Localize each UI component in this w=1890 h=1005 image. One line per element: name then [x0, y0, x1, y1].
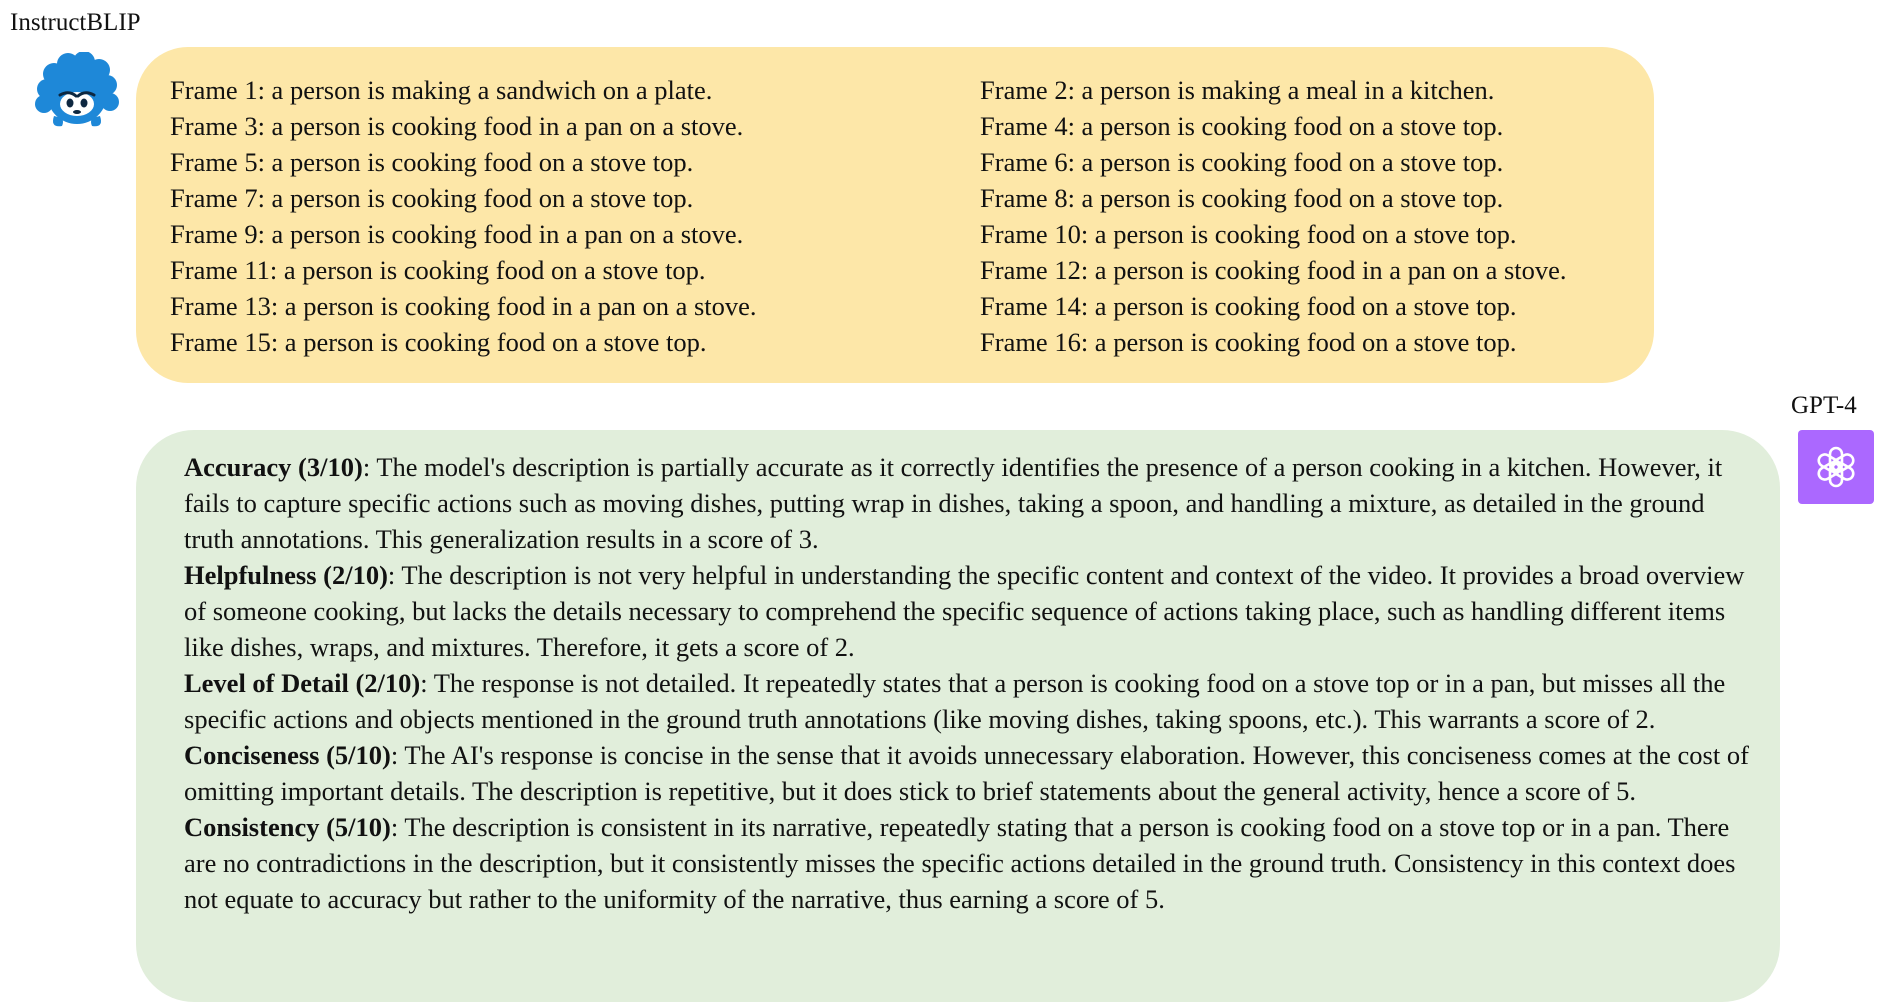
criterion-heading: Accuracy (3/10): [184, 452, 363, 482]
criterion-text: : The response is not detailed. It repeatedly states that a person is cooking food on a stove top or in a pan, but misses all the specific actions and objects mentioned in the ground truth annotations (like moving dishes, taking spoons, etc.). This warrants a score of 2.: [184, 668, 1726, 734]
criterion-consistency: [184, 809, 1760, 917]
frame-caption: Frame 3: a person is cooking food in a pan on a stove.: [170, 111, 744, 141]
frame-caption: Frame 8: a person is cooking food on a stove top.: [980, 183, 1504, 213]
gpt4-avatar: [1798, 430, 1874, 504]
frame-caption: Frame 9: a person is cooking food in a pan on a stove.: [170, 219, 744, 249]
frame-caption: Frame 5: a person is cooking food on a stove top.: [170, 147, 694, 177]
frame-caption: Frame 6: a person is cooking food on a stove top.: [980, 147, 1504, 177]
gpt4-label: GPT-4: [1791, 392, 1857, 419]
frame-caption: Frame 13: a person is cooking food in a pan on a stove.: [170, 291, 757, 321]
frame-caption: Frame 1: a person is making a sandwich on a plate.: [170, 75, 713, 105]
criterion-level-of-detail: [184, 665, 1760, 737]
blue-mascot-icon: [34, 52, 120, 132]
criterion-heading: Level of Detail (2/10): [184, 668, 421, 698]
criterion-text: : The description is consistent in its narrative, repeatedly stating that a person is cooking food on a stove top or in a pan. There are no contradictions in the description, but it consistently misses the specific actions detailed in the ground truth. Consistency in this context does not equate to accuracy but rather to the uniformity of the narrative, thus earning a score of 5.: [184, 812, 1736, 914]
frame-caption: Frame 11: a person is cooking food on a stove top.: [170, 255, 706, 285]
criterion-heading: Conciseness (5/10): [184, 740, 391, 770]
frame-caption: Frame 12: a person is cooking food in a pan on a stove.: [980, 255, 1567, 285]
criterion-text: : The AI's response is concise in the sense that it avoids unnecessary elaboration. However, this conciseness comes at the cost of omitting important details. The description is repetitive, but it does stick to brief statements about the general activity, hence a score of 5.: [184, 740, 1749, 806]
criterion-helpfulness: [184, 557, 1760, 665]
instructblip-label: InstructBLIP: [10, 9, 141, 36]
criterion-text: : The description is not very helpful in understanding the specific content and context of the video. It provides a broad overview of someone cooking, but lacks the details necessary to comprehend the specific sequence of actions taking place, such as handling different items like dishes, wraps, and mixtures. Therefore, it gets a score of 2.: [184, 560, 1745, 662]
frame-caption: Frame 16: a person is cooking food on a stove top.: [980, 327, 1517, 357]
criterion-heading: Helpfulness (2/10): [184, 560, 388, 590]
frame-caption: Frame 15: a person is cooking food on a stove top.: [170, 327, 707, 357]
instructblip-response-bubble: [136, 47, 1654, 383]
frame-caption: Frame 2: a person is making a meal in a kitchen.: [980, 75, 1495, 105]
criterion-conciseness: [184, 737, 1760, 809]
frame-caption: Frame 7: a person is cooking food on a stove top.: [170, 183, 694, 213]
gpt4-evaluation-bubble: [136, 430, 1780, 1002]
criterion-heading: Consistency (5/10): [184, 812, 391, 842]
frame-caption: Frame 4: a person is cooking food on a stove top.: [980, 111, 1504, 141]
instructblip-avatar: [34, 52, 120, 132]
frame-caption: Frame 14: a person is cooking food on a stove top.: [980, 291, 1517, 321]
frame-caption: Frame 10: a person is cooking food on a stove top.: [980, 219, 1517, 249]
openai-logo-icon: [1811, 442, 1861, 492]
frame-captions-list: [170, 72, 1654, 360]
criterion-text: : The model's description is partially accurate as it correctly identifies the presence of a person cooking in a kitchen. However, it fails to capture specific actions such as moving dishes, putting wrap in dishes, taking a spoon, and handling a mixture, as detailed in the ground truth annotations. This generalization results in a score of 3.: [184, 452, 1723, 554]
criterion-accuracy: [184, 449, 1760, 557]
